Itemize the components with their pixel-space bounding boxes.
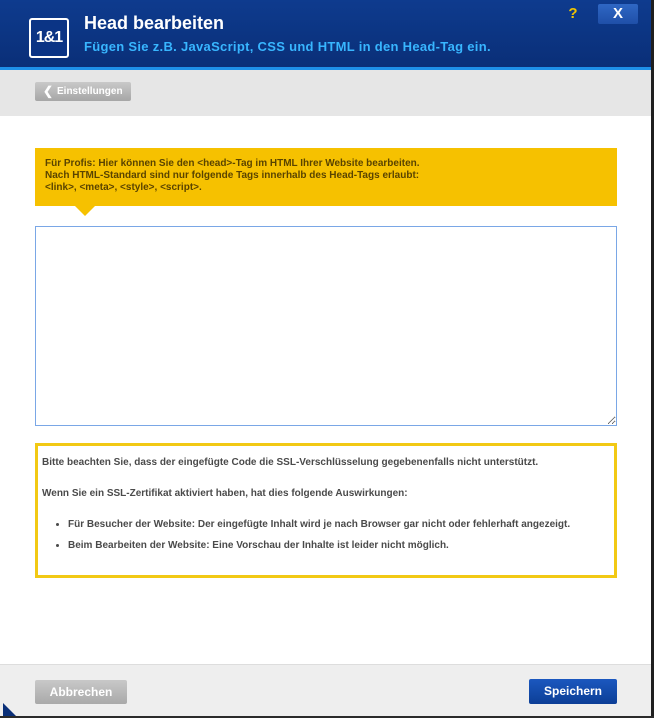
- warning-item-editing: • Beim Bearbeiten der Website: Eine Vorschau der Inhalte ist leider nicht möglich.: [68, 537, 610, 554]
- pro-info-callout: [35, 148, 617, 206]
- cancel-button[interactable]: Abbrechen: [35, 680, 127, 704]
- toolbar: [0, 70, 651, 116]
- back-button-label: Einstellungen: [57, 86, 123, 97]
- save-button[interactable]: Speichern: [529, 679, 617, 704]
- warning-item-visitors: • Für Besucher der Website: Der eingefügte Inhalt wird je nach Browser gar nicht oder fehlerhaft angezeigt.: [68, 516, 610, 533]
- dialog-footer: [0, 664, 651, 716]
- brand-logo: 1&1: [29, 18, 69, 58]
- warning-lead: Wenn Sie ein SSL-Zertifikat aktiviert haben, hat dies folgende Auswirkungen:: [42, 488, 408, 499]
- warning-list: [42, 516, 610, 554]
- callout-line-2: Nach HTML-Standard sind nur folgende Tags innerhalb des Head-Tags erlaubt:: [45, 170, 420, 181]
- ssl-warning-box: [35, 443, 617, 578]
- dialog-title: Head bearbeiten: [84, 13, 225, 33]
- close-button[interactable]: X: [598, 4, 638, 24]
- dialog-subtitle: Fügen Sie z.B. JavaScript, CSS und HTML in den Head-Tag ein.: [84, 39, 491, 54]
- chevron-left-icon: ❮: [43, 84, 54, 98]
- resize-corner-icon[interactable]: [3, 703, 16, 716]
- callout-line-1: Für Profis: Hier können Sie den <head>-Tag im HTML Ihrer Website bearbeiten.: [45, 158, 420, 169]
- dialog-header: [0, 0, 651, 67]
- back-to-settings-button[interactable]: [35, 82, 131, 101]
- help-button[interactable]: ?: [568, 5, 578, 22]
- warning-intro: Bitte beachten Sie, dass der eingefügte Code die SSL-Verschlüsselung gegebenenfalls nicht unterstützt.: [42, 457, 539, 468]
- head-code-textarea[interactable]: [35, 226, 617, 426]
- callout-pointer: [75, 206, 95, 216]
- callout-line-3: <link>, <meta>, <style>, <script>.: [45, 182, 202, 193]
